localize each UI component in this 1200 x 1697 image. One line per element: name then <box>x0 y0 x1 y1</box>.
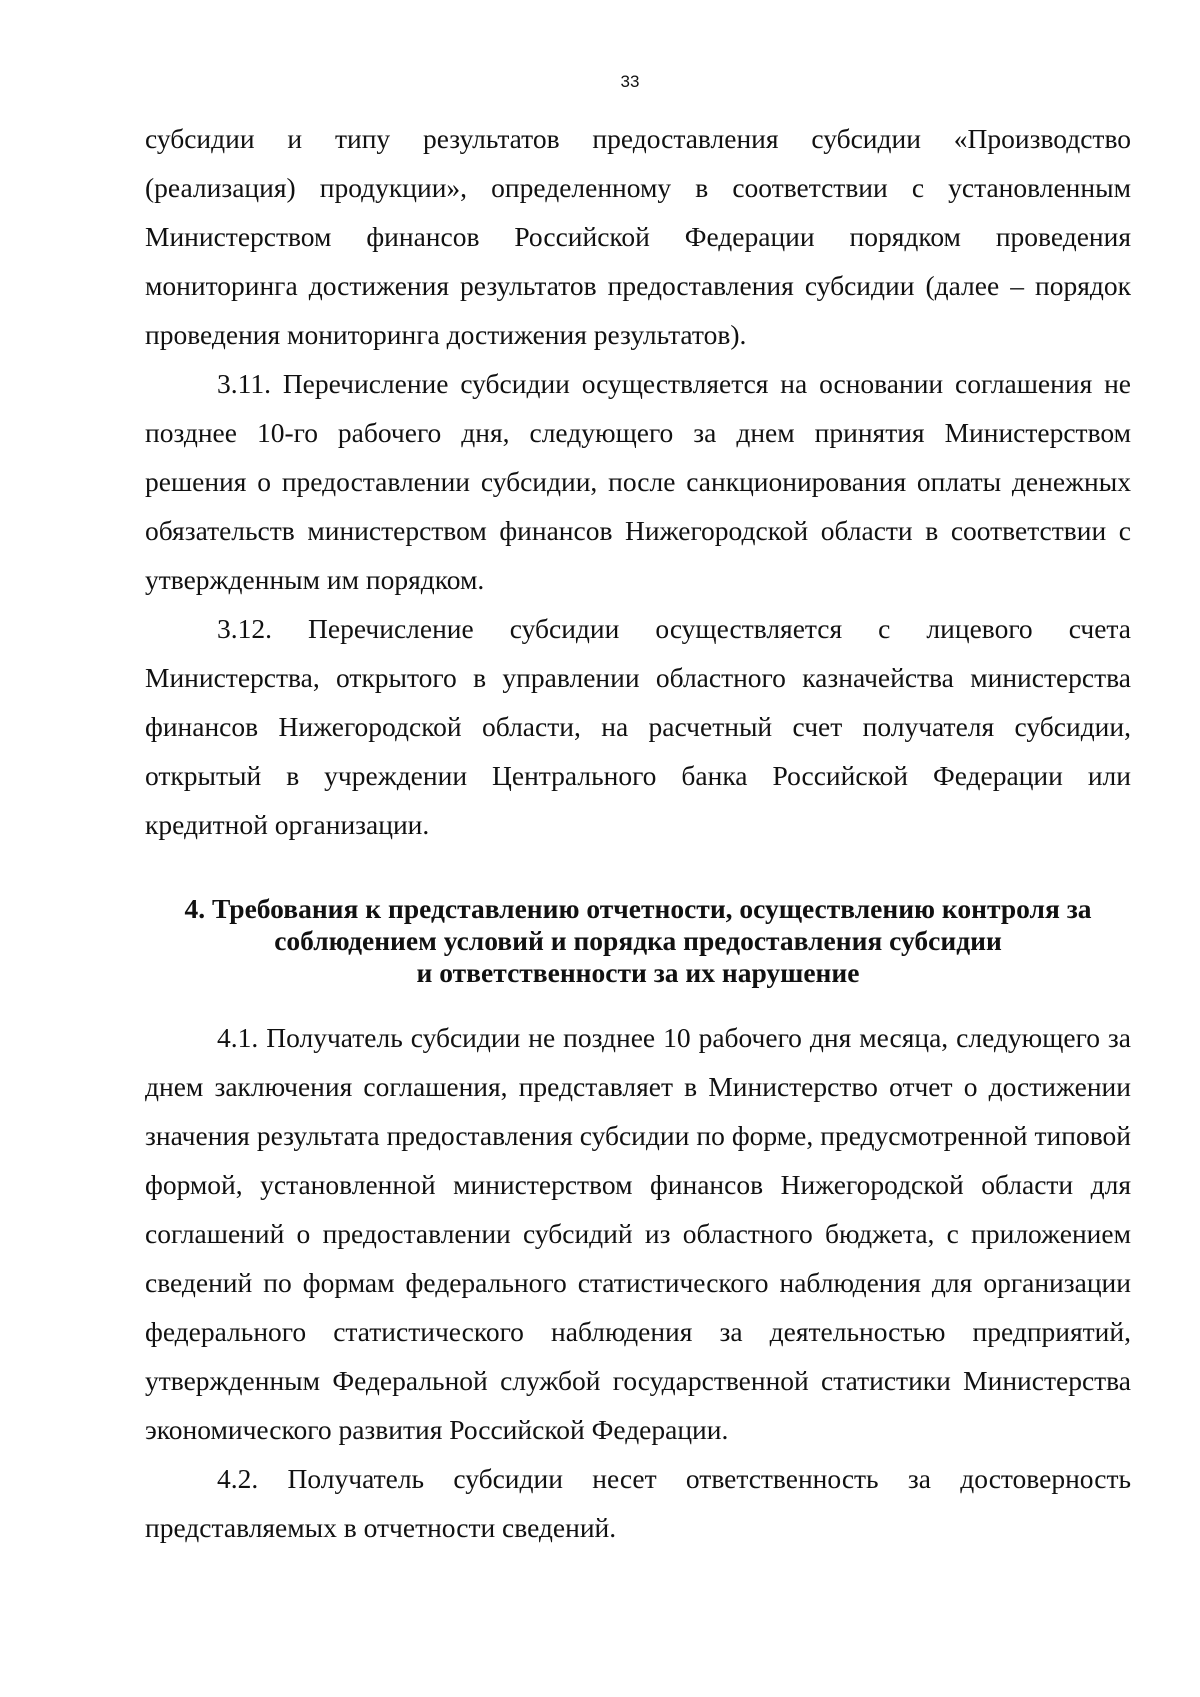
section-heading-line-3: и ответственности за их нарушение <box>416 957 860 988</box>
section-heading-line-2: соблюдением условий и порядка предоставления субсидии <box>274 925 1002 956</box>
paragraph-continuation: субсидии и типу результатов предоставления субсидии «Производство (реализация) продукции», определенному в соответствии с установленным Министерством финансов Российской Федерации порядком проведения мониторинга достижения результатов предоставления субсидии (далее – порядок проведения мониторинга достижения результатов). <box>145 123 1131 350</box>
section-heading-4 <box>145 893 1131 989</box>
page-number: 33 <box>620 72 640 91</box>
document-body <box>145 114 1131 1552</box>
section-heading-line-1: 4. Требования к представлению отчетности, осуществлению контроля за <box>184 893 1092 924</box>
paragraph-3-11: 3.11. Перечисление субсидии осуществляется на основании соглашения не позднее 10-го рабочего дня, следующего за днем принятия Министерством решения о предоставлении субсидии, после санкционирования оплаты денежных обязательств министерством финансов Нижегородской области в соответствии с утвержденным им порядком. <box>145 368 1131 595</box>
paragraph-4-1: 4.1. Получатель субсидии не позднее 10 рабочего дня месяца, следующего за днем заключения соглашения, представляет в Министерство отчет о достижении значения результата предоставления субсидии по форме, предусмотренной типовой формой, установленной министерством финансов Нижегородской области для соглашений о предоставлении субсидий из областного бюджета, с приложением сведений по формам федерального статистического наблюдения для организации федерального статистического наблюдения за деятельностью предприятий, утвержденным Федеральной службой государственной статистики Министерства экономического развития Российской Федерации. <box>145 1022 1131 1445</box>
paragraph-3-12: 3.12. Перечисление субсидии осуществляется с лицевого счета Министерства, открытого в управлении областного казначейства министерства финансов Нижегородской области, на расчетный счет получателя субсидии, открытый в учреждении Центрального банка Российской Федерации или кредитной организации. <box>145 613 1131 840</box>
paragraph-4-2: 4.2. Получатель субсидии несет ответственность за достоверность представляемых в отчетности сведений. <box>145 1463 1131 1543</box>
